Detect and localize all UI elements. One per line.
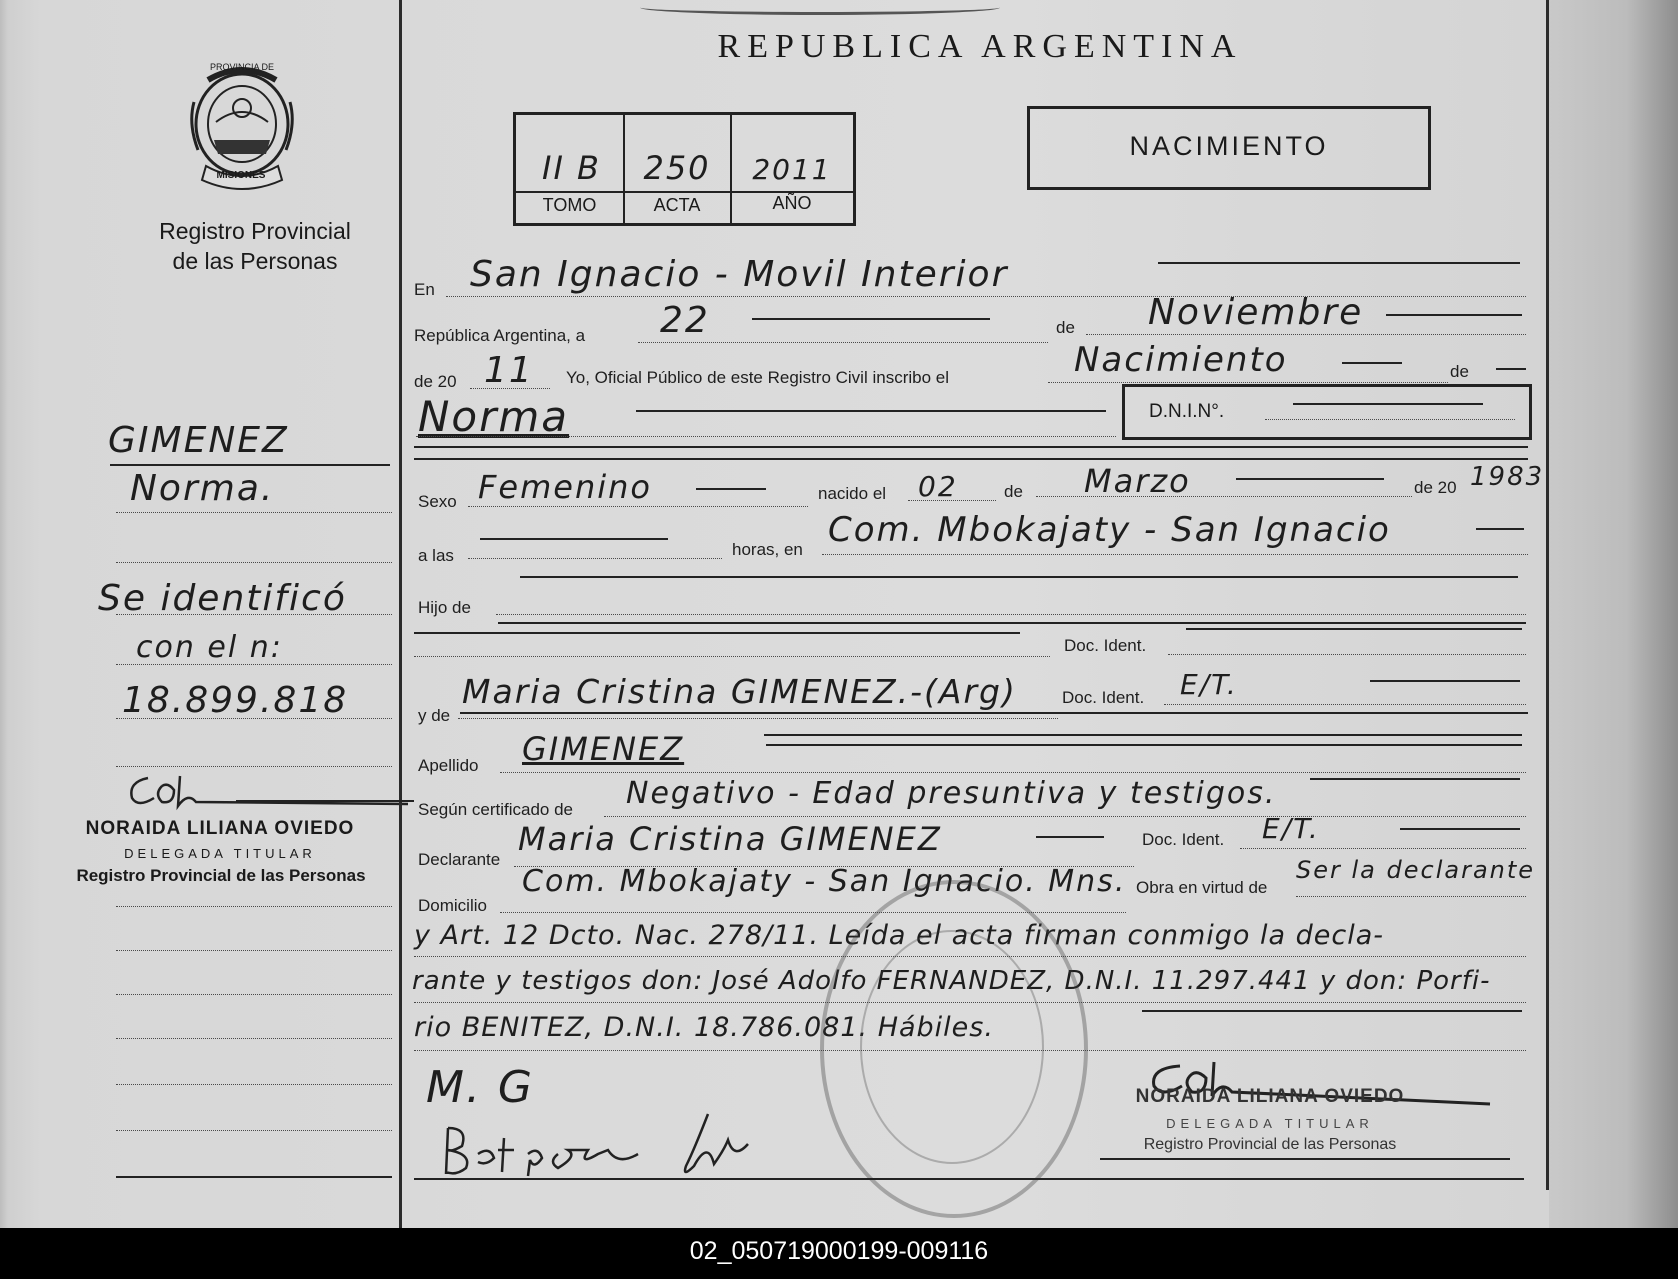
dni-box: [1122, 384, 1532, 440]
observation-line-2: rante y testigos don: José Adolfo FERNANDEZ, D.N.I. 11.297.441 y don: Porfi-: [412, 966, 1491, 996]
registry-line-2: de las Personas: [172, 248, 338, 274]
official-name: NORAIDA LILIANA OVIEDO: [1135, 1086, 1405, 1107]
label-declarante: Declarante: [418, 850, 501, 869]
label-en: En: [414, 280, 435, 299]
birth-year-value: 1983: [1470, 462, 1545, 492]
label-republica: República Argentina, a: [414, 326, 586, 345]
image-id-footer: 02_050719000199-009116: [0, 1228, 1678, 1279]
label-doc-ident-1: Doc. Ident.: [1064, 636, 1147, 655]
label-dni: D.N.I.N°.: [1149, 401, 1225, 422]
stub-signature-icon: [118, 772, 418, 812]
record-number-grid: [513, 112, 856, 226]
record-type: NACIMIENTO: [1129, 131, 1329, 161]
label-sexo: Sexo: [418, 492, 457, 511]
acta-label: ACTA: [653, 195, 701, 215]
stub-official-title: DELEGADA TITULAR: [124, 846, 316, 861]
label-de-3: de: [1004, 482, 1023, 501]
address-value: Com. Mbokajaty - San Ignacio. Mns.: [522, 864, 1127, 899]
sex-value: Femenino: [478, 468, 652, 506]
stub-note-line-2: con el n:: [136, 630, 283, 665]
crest-top-text: PROVINCIA DE: [209, 62, 274, 72]
label-segun-certificado: Según certificado de: [418, 800, 573, 819]
stub-surname: GIMENEZ: [108, 420, 289, 461]
top-seal-arc: [640, 0, 1000, 15]
label-apellido: Apellido: [418, 756, 479, 775]
mother-name-value: Maria Cristina GIMENEZ.-(Arg): [462, 672, 1017, 711]
child-name-value: Norma: [418, 392, 570, 441]
witness-signatures-icon: [438, 1110, 798, 1180]
place-value: San Ignacio - Movil Interior: [470, 254, 1009, 295]
label-a-las: a las: [418, 546, 454, 565]
authority-value: Ser la declarante: [1296, 856, 1536, 884]
crest-bottom-text: MISIONES: [216, 170, 266, 181]
stub-note-line-1: Se identificó: [98, 578, 347, 619]
label-de-1: de: [1056, 318, 1075, 337]
official-title: DELEGADA TITULAR: [1166, 1116, 1374, 1131]
birth-day-value: 02: [918, 470, 958, 503]
book-edge: [1549, 0, 1678, 1228]
surname-value: GIMENEZ: [522, 730, 685, 768]
label-de-20-2: de 20: [1414, 478, 1457, 497]
label-domicilio: Domicilio: [418, 896, 487, 915]
declarant-value: Maria Cristina GIMENEZ: [518, 820, 942, 858]
label-doc-ident-2: Doc. Ident.: [1062, 688, 1145, 707]
witness-initials: M. G: [426, 1062, 535, 1113]
certificate-value: Negativo - Edad presuntiva y testigos.: [626, 776, 1277, 811]
tomo-value: II B: [542, 149, 601, 187]
record-stub: [0, 0, 400, 1228]
label-de-2: de: [1450, 362, 1469, 381]
label-yo-oficial: Yo, Oficial Público de este Registro Civil inscribo el: [566, 368, 949, 387]
label-nacido-el: nacido el: [818, 484, 887, 503]
official-office: Registro Provincial de las Personas: [1143, 1136, 1397, 1153]
ano-label: AÑO: [772, 193, 812, 213]
label-horas-en: horas, en: [732, 540, 803, 559]
ano-value: 2011: [752, 153, 832, 186]
registry-line-1: Registro Provincial: [159, 218, 351, 244]
birth-month-value: Marzo: [1084, 462, 1191, 500]
declarant-doc-value: E/T.: [1262, 812, 1320, 845]
year-suffix-value: 11: [484, 350, 534, 391]
stub-divider: [399, 0, 402, 1228]
stub-official-office: Registro Provincial de las Personas: [76, 866, 366, 885]
record-type-box: [1027, 106, 1431, 190]
month-value: Noviembre: [1148, 292, 1364, 333]
mother-doc-value: E/T.: [1180, 668, 1238, 701]
label-y-de: y de: [418, 706, 451, 725]
label-obra-en-virtud: Obra en virtud de: [1136, 878, 1268, 897]
tomo-label: TOMO: [542, 195, 597, 215]
country-heading: REPUBLICA ARGENTINA: [717, 28, 1243, 65]
birth-place-value: Com. Mbokajaty - San Ignacio: [828, 510, 1391, 550]
registry-name: [120, 216, 390, 276]
label-doc-ident-3: Doc. Ident.: [1142, 830, 1225, 849]
observation-line-1: y Art. 12 Dcto. Nac. 278/11. Leída el acta firman conmigo la decla-: [414, 920, 1385, 951]
label-de-20: de 20: [414, 372, 457, 391]
record-kind-value: Nacimiento: [1074, 340, 1288, 380]
stub-official-name: NORAIDA LILIANA OVIEDO: [85, 818, 355, 839]
label-hijo-de: Hijo de: [418, 598, 471, 617]
observation-line-3: rio BENITEZ, D.N.I. 18.786.081. Hábiles.: [414, 1012, 994, 1043]
stub-given-name: Norma.: [130, 468, 275, 509]
day-value: 22: [660, 300, 710, 341]
stub-document-number: 18.899.818: [122, 680, 349, 721]
acta-value: 250: [643, 149, 711, 187]
